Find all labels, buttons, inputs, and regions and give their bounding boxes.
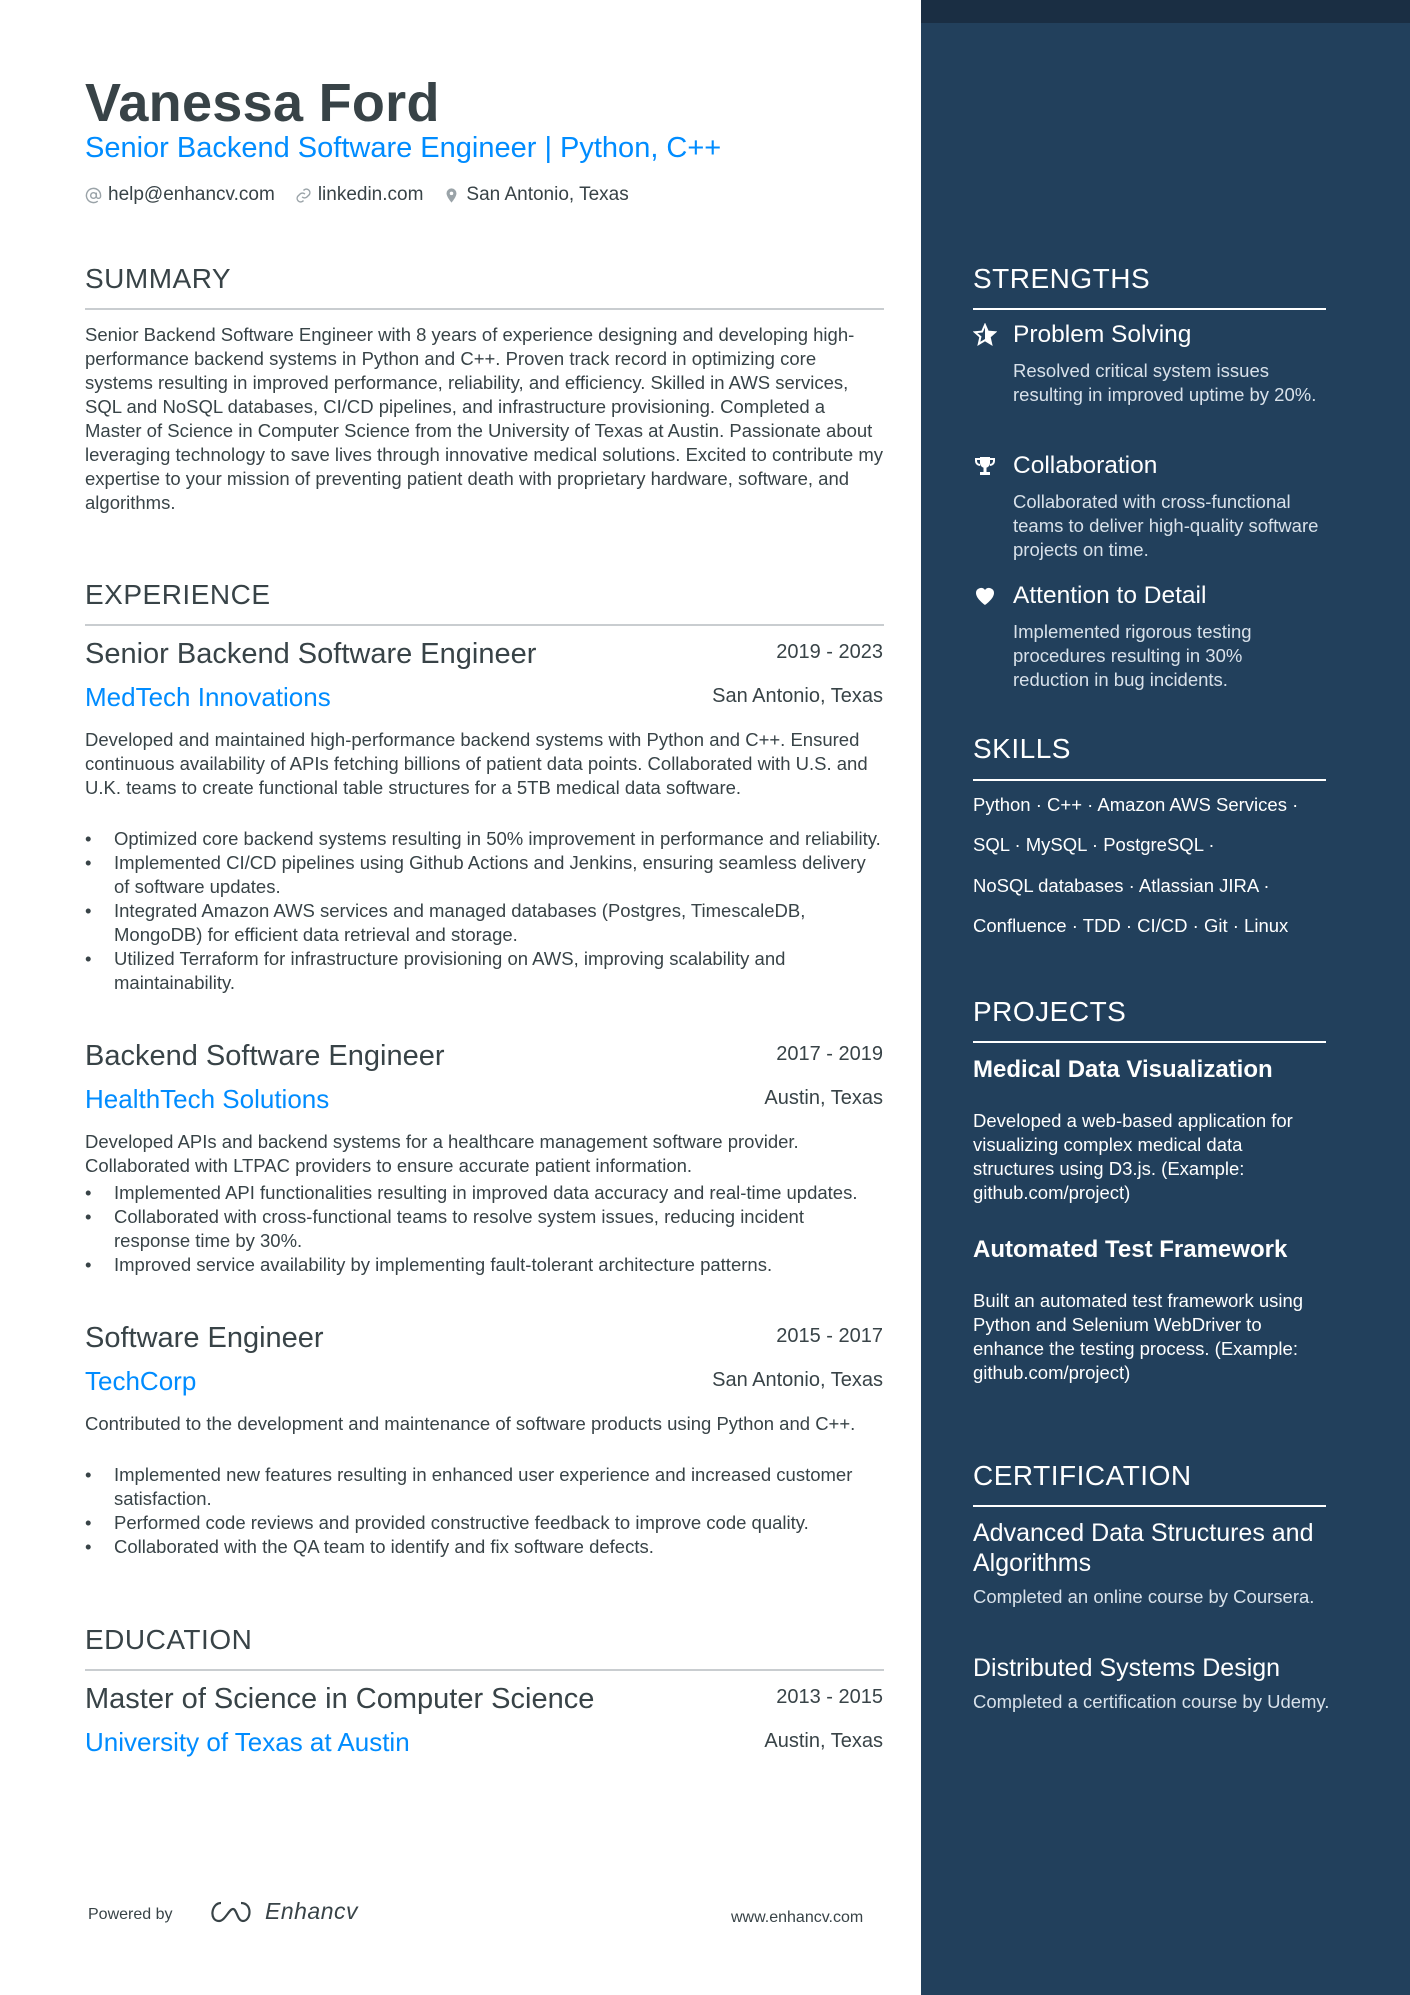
education-school[interactable]: University of Texas at Austin <box>85 1727 410 1757</box>
certification-divider <box>973 1505 1326 1507</box>
job-description: Developed and maintained high-performance backend systems with Python and C++. Ensured continuous availability of APIs fetching billions of patient data points. Collaborated with U.S. and U.K. teams to create functional table structures for a 5TB medical data software. <box>85 729 868 798</box>
certification-name: Distributed Systems Design <box>973 1654 1281 1682</box>
strength-title: Collaboration <box>1013 452 1158 479</box>
education-divider <box>85 1669 884 1671</box>
certification-description: Completed a certification course by Udemy. <box>973 1691 1330 1712</box>
education-dates: 2013 - 2015 <box>776 1686 883 1708</box>
contact-location-text: San Antonio, Texas <box>466 184 629 205</box>
at-icon <box>85 187 102 204</box>
job-bullet: • Optimized core backend systems resulting in 50% improvement in performance and reliability. <box>85 827 885 851</box>
experience-divider <box>85 624 884 626</box>
job-dates: 2017 - 2019 <box>776 1043 883 1065</box>
job-role: Backend Software Engineer <box>85 1040 445 1072</box>
sidebar-top-bar <box>921 0 1410 23</box>
star-icon <box>973 323 997 347</box>
strength-description: Resolved critical system issues resulting in improved uptime by 20%. <box>1013 360 1317 405</box>
contact-linkedin-text: linkedin.com <box>317 184 424 205</box>
footer-url[interactable]: www.enhancv.com <box>731 1909 864 1926</box>
contact-row <box>85 184 629 206</box>
job-bullet: • Implemented new features resulting in enhanced user experience and increased customer satisfaction. <box>85 1463 885 1511</box>
education-degree: Master of Science in Computer Science <box>85 1683 595 1715</box>
job-role: Software Engineer <box>85 1322 324 1354</box>
strength-title: Problem Solving <box>1013 321 1192 348</box>
footer-powered-by: Powered by <box>88 1906 173 1923</box>
skill-line: Python · C++ · Amazon AWS Services · <box>973 794 1299 815</box>
strengths-title: STRENGTHS <box>973 263 1151 294</box>
job-bullet: • Implemented CI/CD pipelines using Github Actions and Jenkins, ensuring seamless delivery of software updates. <box>85 851 885 899</box>
candidate-headline: Senior Backend Software Engineer | Python, C++ <box>85 132 722 164</box>
contact-linkedin[interactable] <box>295 184 424 206</box>
strength-description: Collaborated with cross-functional teams to deliver high-quality software projects on time. <box>1013 491 1319 560</box>
job-location: Austin, Texas <box>764 1087 883 1109</box>
trophy-icon <box>973 454 997 478</box>
job-bullet: • Improved service availability by implementing fault-tolerant architecture patterns. <box>85 1253 885 1277</box>
skills-title: SKILLS <box>973 733 1071 764</box>
job-bullet: • Utilized Terraform for infrastructure provisioning on AWS, improving scalability and maintainability. <box>85 947 885 995</box>
job-dates: 2019 - 2023 <box>776 641 883 663</box>
experience-title: EXPERIENCE <box>85 579 271 610</box>
projects-title: PROJECTS <box>973 996 1127 1027</box>
enhancv-logo-text: Enhancv <box>265 1898 359 1924</box>
job-location: San Antonio, Texas <box>712 685 883 707</box>
project-title: Automated Test Framework <box>973 1236 1288 1263</box>
summary-title: SUMMARY <box>85 263 232 294</box>
education-title: EDUCATION <box>85 1624 253 1655</box>
enhancv-logo[interactable] <box>207 1898 358 1925</box>
project-description: Built an automated test framework using Python and Selenium WebDriver to enhance the testing process. (Example: github.com/project) <box>973 1290 1304 1383</box>
job-bullet: • Performed code reviews and provided constructive feedback to improve code quality. <box>85 1511 885 1535</box>
link-icon <box>295 187 312 204</box>
summary-divider <box>85 308 884 310</box>
job-bullet: • Implemented API functionalities resulting in improved data accuracy and real-time updates. <box>85 1181 885 1205</box>
job-bullet: • Collaborated with the QA team to identify and fix software defects. <box>85 1535 885 1559</box>
strength-title: Attention to Detail <box>1013 582 1207 609</box>
contact-email[interactable] <box>85 184 275 206</box>
summary-text: Senior Backend Software Engineer with 8 years of experience designing and developing high-performance backend systems in Python and C++. Proven track record in optimizing core systems resulting in improved performance, reliability, and efficiency. Skilled in AWS services, SQL and NoSQL databases, CI/CD pipelines, and infrastructure provisioning. Completed a Master of Science in Computer Science from the University of Texas at Austin. Passionate about leveraging technology to save lives through innovative medical solutions. Excited to contribute my expertise to your mission of preventing patient death with proprietary hardware, software, and algorithms. <box>85 324 883 513</box>
skill-line: NoSQL databases · Atlassian JIRA · <box>973 875 1270 896</box>
education-location: Austin, Texas <box>764 1730 883 1752</box>
job-bullets <box>85 1181 885 1277</box>
skill-line: SQL · MySQL · PostgreSQL · <box>973 834 1215 855</box>
certification-title: CERTIFICATION <box>973 1460 1192 1491</box>
job-dates: 2015 - 2017 <box>776 1325 883 1347</box>
job-company[interactable]: TechCorp <box>85 1366 197 1396</box>
job-bullet: • Integrated Amazon AWS services and managed databases (Postgres, TimescaleDB, MongoDB) for efficient data retrieval and storage. <box>85 899 885 947</box>
job-company[interactable]: MedTech Innovations <box>85 682 331 712</box>
strength-description: Implemented rigorous testing procedures resulting in 30% reduction in bug incidents. <box>1013 621 1252 690</box>
heart-icon <box>973 584 997 608</box>
job-description: Developed APIs and backend systems for a healthcare management software provider. Collaborated with LTPAC providers to ensure accurate patient information. <box>85 1131 799 1176</box>
certification-name: Advanced Data Structures and Algorithms <box>973 1519 1314 1577</box>
location-pin-icon <box>443 187 460 204</box>
contact-location <box>443 184 628 206</box>
job-description: Contributed to the development and maintenance of software products using Python and C++. <box>85 1413 856 1434</box>
strengths-divider <box>973 308 1326 310</box>
skill-line: Confluence · TDD · CI/CD · Git · Linux <box>973 915 1289 936</box>
project-title: Medical Data Visualization <box>973 1056 1273 1083</box>
certification-description: Completed an online course by Coursera. <box>973 1586 1315 1607</box>
sidebar <box>921 0 1410 1995</box>
job-location: San Antonio, Texas <box>712 1369 883 1391</box>
skills-divider <box>973 779 1326 781</box>
projects-divider <box>973 1041 1326 1043</box>
enhancv-logo-icon <box>207 1899 255 1925</box>
job-bullets <box>85 827 885 995</box>
job-role: Senior Backend Software Engineer <box>85 638 537 670</box>
job-company[interactable]: HealthTech Solutions <box>85 1084 330 1114</box>
job-bullets <box>85 1463 885 1559</box>
contact-email-text: help@enhancv.com <box>108 184 275 205</box>
project-description: Developed a web-based application for visualizing complex medical data structures using D3.js. (Example: github.com/project) <box>973 1110 1293 1203</box>
candidate-name: Vanessa Ford <box>85 73 440 133</box>
job-bullet: • Collaborated with cross-functional teams to resolve system issues, reducing incident response time by 30%. <box>85 1205 885 1253</box>
